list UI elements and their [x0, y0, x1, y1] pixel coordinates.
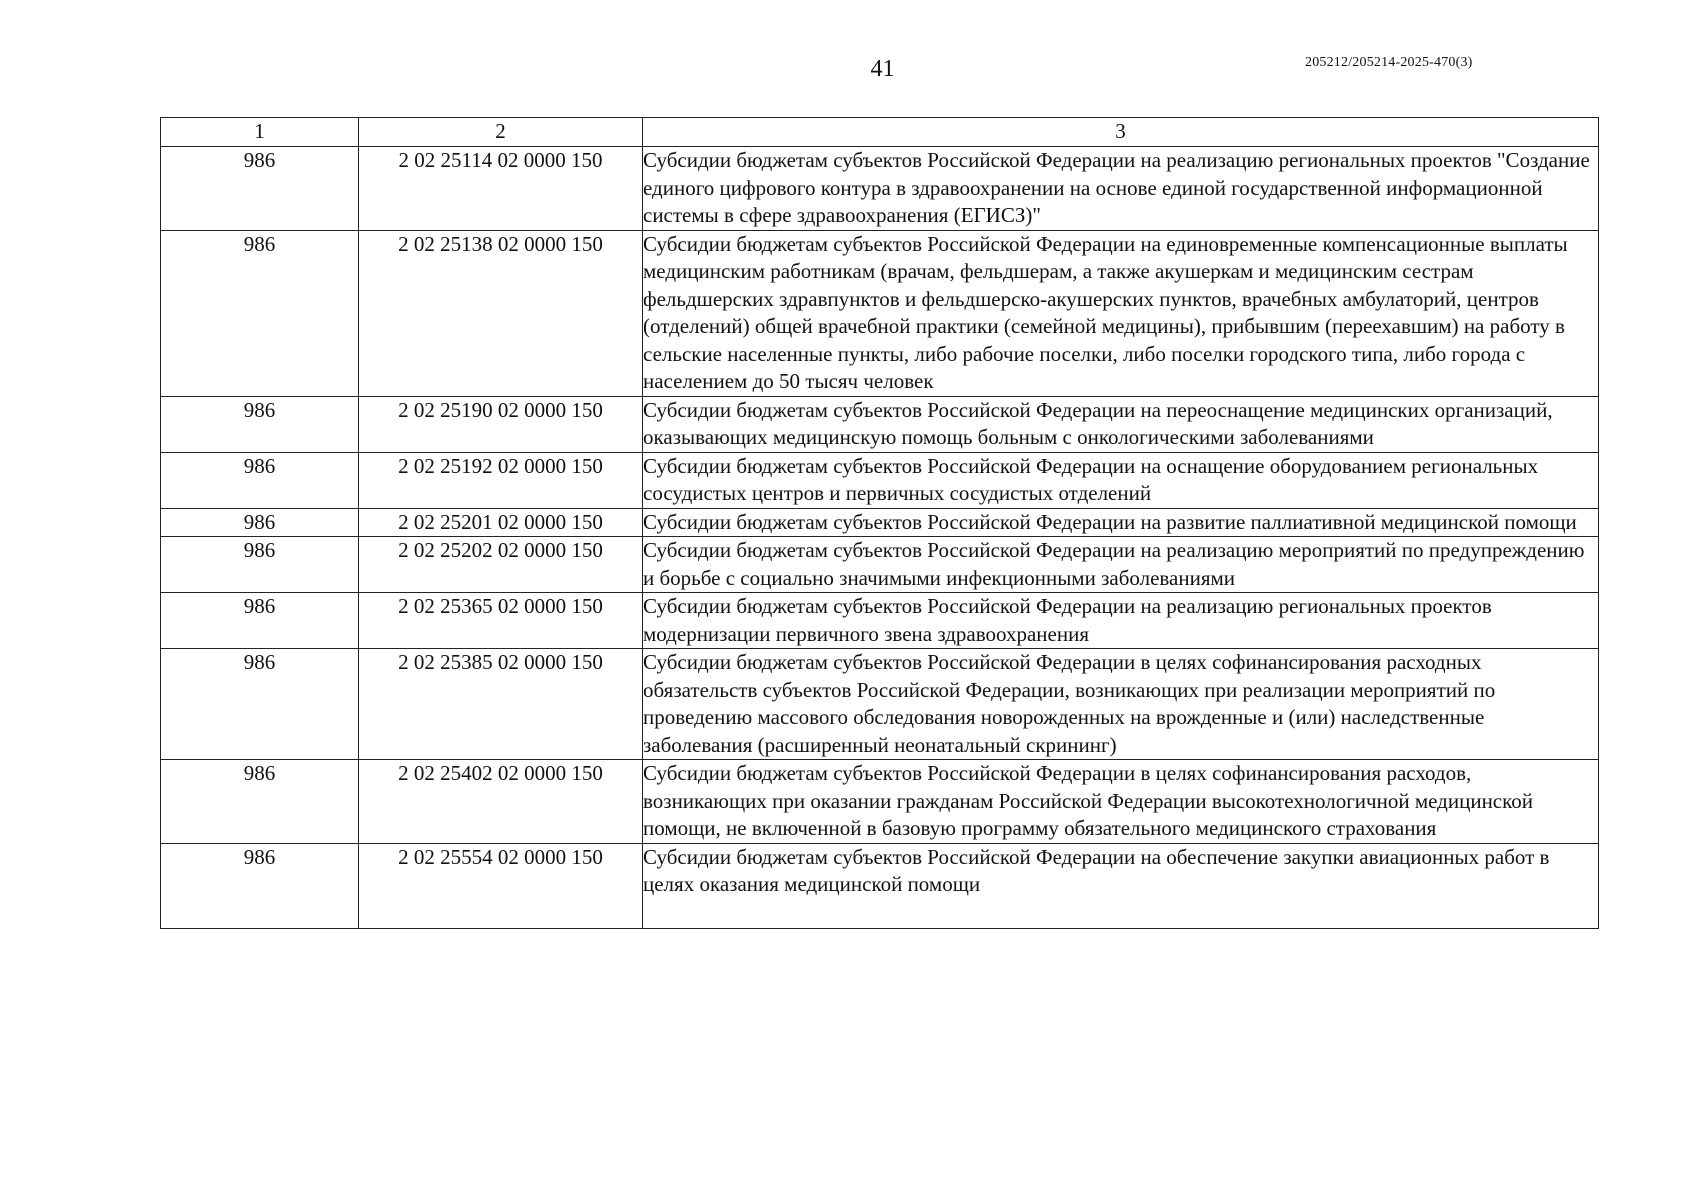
- admin-code-cell: 986: [161, 396, 359, 452]
- table-row: [161, 649, 1599, 760]
- column-header: 2: [359, 118, 643, 147]
- admin-code-cell: 986: [161, 760, 359, 844]
- admin-code-cell: 986: [161, 593, 359, 649]
- admin-code-cell: 986: [161, 147, 359, 231]
- page-number: 41: [870, 56, 895, 82]
- budget-code-cell: 2 02 25365 02 0000 150: [359, 593, 643, 649]
- description-cell: Субсидии бюджетам субъектов Российской Федерации в целях софинансирования расходных обязательств субъектов Российской Федерации, возникающих при реализации мероприятий по проведению массового обследования новорожденных на врожденные и (или) наследственные заболевания (расширенный неонатальный скрининг): [643, 649, 1599, 760]
- description-cell: Субсидии бюджетам субъектов Российской Федерации на развитие паллиативной медицинской помощи: [643, 508, 1599, 537]
- admin-code-cell: 986: [161, 649, 359, 760]
- table-row: [161, 508, 1599, 537]
- table-row: [161, 537, 1599, 593]
- table-row: [161, 230, 1599, 396]
- table-row: [161, 452, 1599, 508]
- budget-code-cell: 2 02 25385 02 0000 150: [359, 649, 643, 760]
- table-row: [161, 760, 1599, 844]
- admin-code-cell: 986: [161, 452, 359, 508]
- budget-code-cell: 2 02 25138 02 0000 150: [359, 230, 643, 396]
- description-cell: Субсидии бюджетам субъектов Российской Федерации на оснащение оборудованием региональных сосудистых центров и первичных сосудистых отделений: [643, 452, 1599, 508]
- description-cell: Субсидии бюджетам субъектов Российской Федерации на реализацию региональных проектов модернизации первичного звена здравоохранения: [643, 593, 1599, 649]
- budget-code-cell: 2 02 25201 02 0000 150: [359, 508, 643, 537]
- document-code: 205212/205214-2025-470(3): [1305, 55, 1473, 70]
- budget-code-cell: 2 02 25190 02 0000 150: [359, 396, 643, 452]
- description-cell: Субсидии бюджетам субъектов Российской Федерации на единовременные компенсационные выплаты медицинским работникам (врачам, фельдшерам, а также акушеркам и медицинским сестрам фельдшерских здравпунктов и фельдшерско-акушерских пунктов, врачебных амбулаторий, центров (отделений) общей врачебной практики (семейной медицины), прибывшим (переехавшим) на работу в сельские населенные пункты, либо рабочие поселки, либо поселки городского типа, либо города с населением до 50 тысяч человек: [643, 230, 1599, 396]
- admin-code-cell: 986: [161, 230, 359, 396]
- admin-code-cell: 986: [161, 843, 359, 928]
- table-row: [161, 593, 1599, 649]
- table-row: [161, 147, 1599, 231]
- admin-code-cell: 986: [161, 537, 359, 593]
- table-row: [161, 396, 1599, 452]
- description-cell: Субсидии бюджетам субъектов Российской Федерации на реализацию мероприятий по предупреждению и борьбе с социально значимыми инфекционными заболеваниями: [643, 537, 1599, 593]
- admin-code-cell: 986: [161, 508, 359, 537]
- budget-code-cell: 2 02 25402 02 0000 150: [359, 760, 643, 844]
- description-cell: Субсидии бюджетам субъектов Российской Федерации на обеспечение закупки авиационных работ в целях оказания медицинской помощи: [643, 843, 1599, 928]
- budget-code-cell: 2 02 25192 02 0000 150: [359, 452, 643, 508]
- column-number-row: [161, 118, 1599, 147]
- budget-code-cell: 2 02 25554 02 0000 150: [359, 843, 643, 928]
- budget-code-cell: 2 02 25114 02 0000 150: [359, 147, 643, 231]
- description-cell: Субсидии бюджетам субъектов Российской Федерации в целях софинансирования расходов, возникающих при оказании гражданам Российской Федерации высокотехнологичной медицинской помощи, не включенной в базовую программу обязательного медицинского страхования: [643, 760, 1599, 844]
- description-cell: Субсидии бюджетам субъектов Российской Федерации на реализацию региональных проектов "Создание единого цифрового контура в здравоохранении на основе единой государственной информационной системы в сфере здравоохранения (ЕГИСЗ)": [643, 147, 1599, 231]
- budget-code-cell: 2 02 25202 02 0000 150: [359, 537, 643, 593]
- column-header: 3: [643, 118, 1599, 147]
- table-row: [161, 843, 1599, 928]
- budget-codes-table: [160, 117, 1599, 929]
- description-cell: Субсидии бюджетам субъектов Российской Федерации на переоснащение медицинских организаций, оказывающих медицинскую помощь больным с онкологическими заболеваниями: [643, 396, 1599, 452]
- column-header: 1: [161, 118, 359, 147]
